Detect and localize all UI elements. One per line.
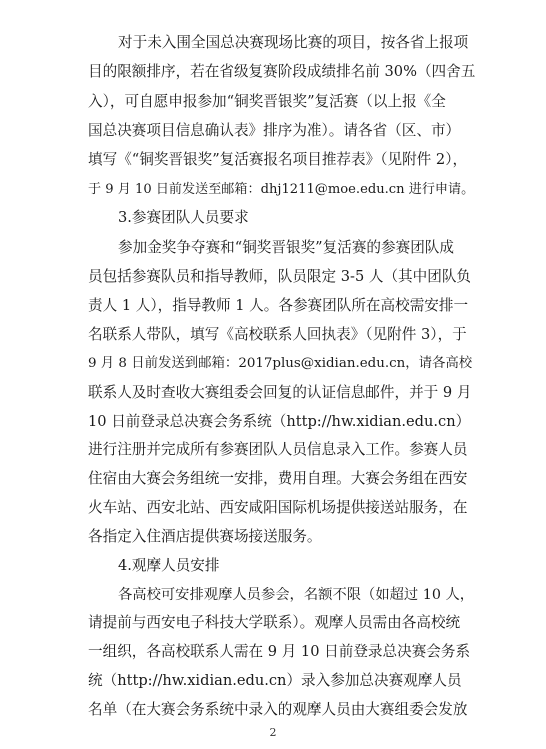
text-line: 国总决赛项目信息确认表》排序为准）。请各省（区、市）	[88, 122, 461, 139]
text-line: 统（http://hw.xidian.edu.cn）录入参加总决赛观摩人员	[88, 672, 462, 689]
text-line: 入），可自愿申报参加“铜奖晋银奖”复活赛（以上报《全	[88, 93, 446, 110]
text-line: 各高校可安排观摩人员参会，名额不限（如超过 10 人，	[118, 587, 475, 603]
text-line: 名联系人带队，填写《高校联系人回执表》（见附件 3），于	[88, 326, 467, 343]
text-line: 住宿由大赛会务组统一安排，费用自理。大赛会务组在西安	[88, 470, 468, 487]
page-number: 2	[269, 726, 277, 739]
section-heading: 4.观摩人员安排	[118, 557, 220, 574]
text-line: 进行注册并完成所有参赛团队人员信息录入工作。参赛人员	[88, 441, 468, 458]
text-line: 填写《“铜奖晋银奖”复活赛报名项目推荐表》（见附件 2），	[88, 151, 468, 168]
text-line: 责人 1 人），指导教师 1 人。各参赛团队所在高校需安排一	[88, 297, 469, 314]
text-line: 员包括参赛队员和指导教师，队员限定 3-5 人（其中团队负	[88, 268, 472, 285]
text-line: 对于未入围全国总决赛现场比赛的项目，按各省上报项	[118, 34, 469, 51]
text-line: 火车站、西安北站、西安咸阳国际机场提供接送站服务，在	[88, 499, 468, 516]
text-line: 名单（在大赛会务系统中录入的观摩人员由大赛组委会发放	[88, 701, 468, 718]
text-line: 一组织，各高校联系人需在 9 月 10 日前登录总决赛会务系	[88, 643, 471, 660]
text-line: 各指定入住酒店提供赛场接送服务。	[88, 528, 322, 545]
text-line: 目的限额排序，若在省级复赛阶段成绩排名前 30%（四舍五	[88, 63, 476, 80]
text-line: 于 9 月 10 日前发送至邮箱：dhj1211@moe.edu.cn 进行申请。	[88, 182, 475, 197]
section-heading: 3.参赛团队人员要求	[118, 209, 249, 226]
text-line: 联系人及时查收大赛组委会回复的认证信息邮件，并于 9 月	[88, 384, 472, 401]
text-line: 9 月 8 日前发送到邮箱：2017plus@xidian.edu.cn，请各高校	[88, 356, 473, 371]
text-line: 参加金奖争夺赛和“铜奖晋银奖”复活赛的参赛团队成	[118, 239, 454, 256]
text-line: 请提前与西安电子科技大学联系）。观摩人员需由各高校统	[88, 614, 461, 631]
text-line: 10 日前登录总决赛会务系统（http://hw.xidian.edu.cn）	[88, 413, 471, 430]
